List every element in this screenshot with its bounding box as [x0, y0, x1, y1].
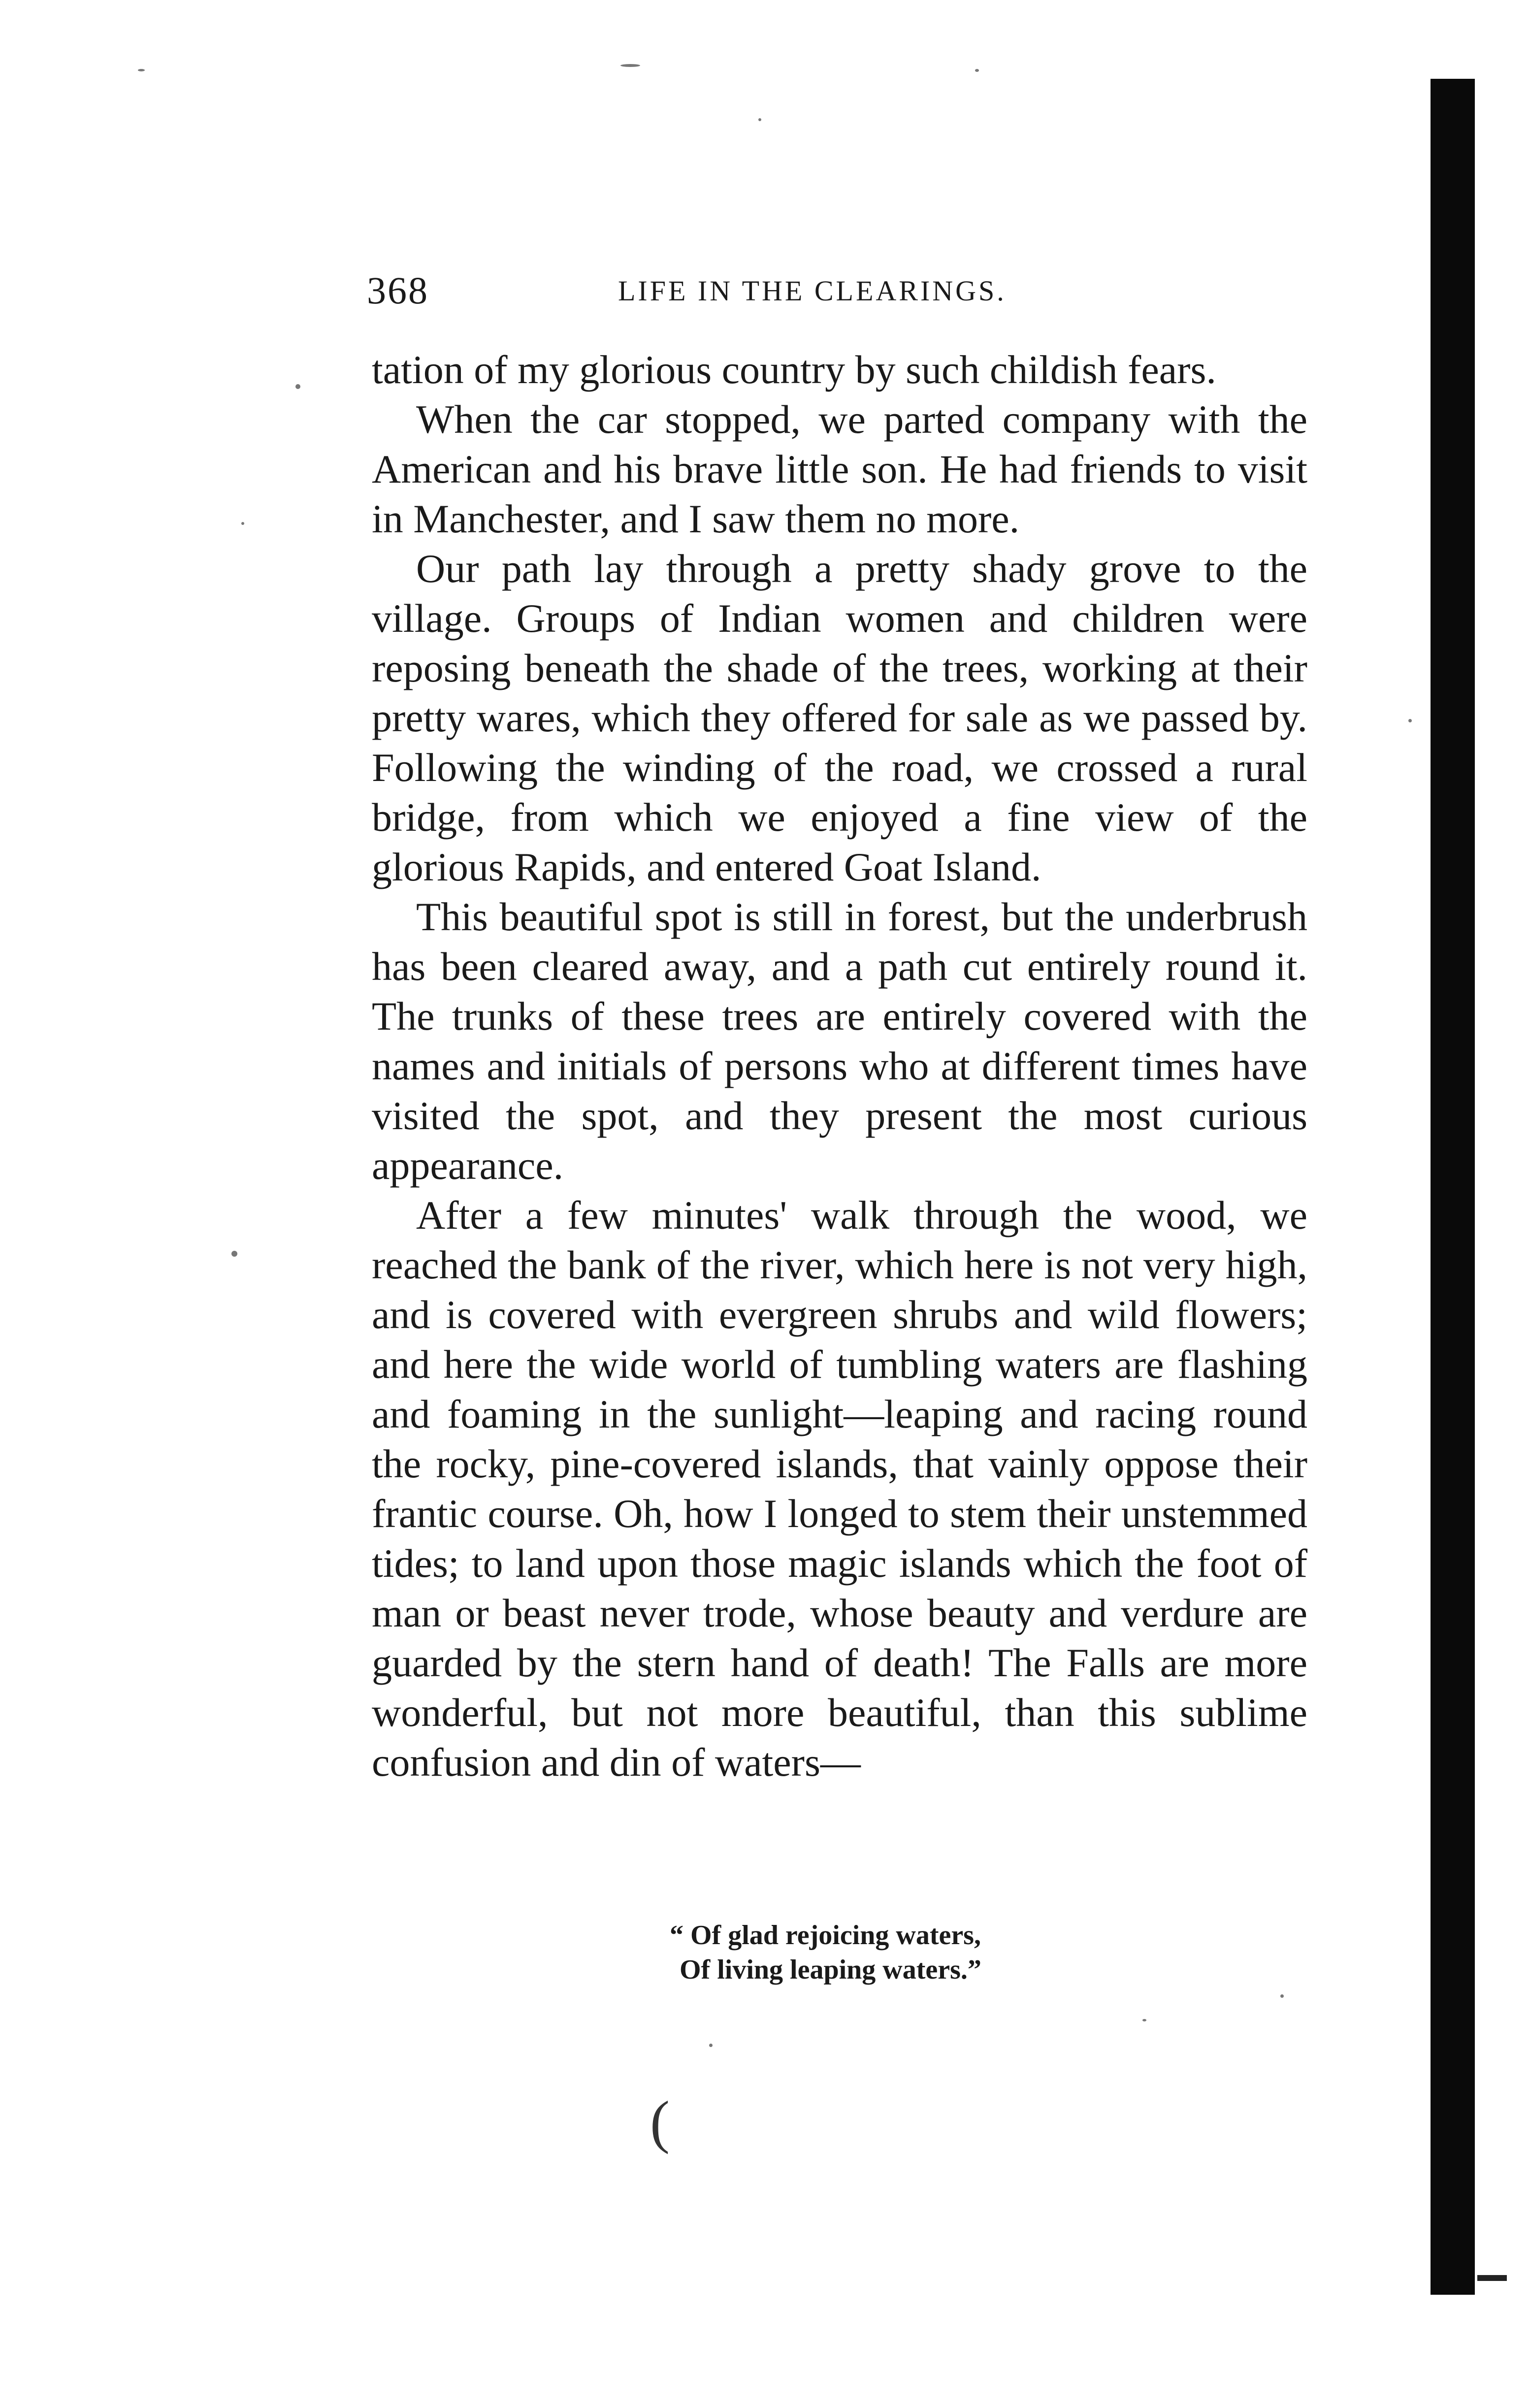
verse-quote	[670, 1918, 981, 1987]
paragraph: This beautiful spot is still in forest, but the underbrush has been cleared away, and a path cut entirely round it. The trunks of these trees are entirely covered with the names and initials of persons who at different times have visited the spot, and they present the most curious appearance.	[372, 894, 1307, 1188]
page-header	[367, 268, 1051, 313]
paragraph: When the car stopped, we parted company with the American and his brave little son. He had friends to visit in Manchester, and I saw them no more.	[372, 397, 1307, 541]
verse-line-1: “ Of glad rejoicing waters,	[670, 1920, 981, 1951]
paragraph: tation of my glorious country by such childish fears.	[372, 347, 1216, 392]
scan-edge-tail	[1477, 2275, 1507, 2281]
paragraph: After a few minutes' walk through the wood, we reached the bank of the river, which here is not very high, and is covered with evergreen shrubs and wild flowers; and here the wide world of tumbling waters are flashing and foaming in the sunlight—leaping and racing round the rocky, pine-covered islands, that vainly oppose their frantic course. Oh, how I longed to stem their unstemmed tides; to land upon those magic islands which the foot of man or beast never trode, whose beauty and verdure are guarded by the stern hand of death! The Falls are more wonderful, but not more beautiful, than this sublime confusion and din of waters—	[372, 1193, 1307, 1785]
scan-edge-shadow	[1431, 79, 1475, 2295]
page-number: 368	[367, 269, 429, 312]
paragraph: Our path lay through a pretty shady grove to the village. Groups of Indian women and children were reposing beneath the shade of the trees, working at their pretty wares, which they offered for sale as we passed by. Following the winding of the road, we crossed a rural bridge, from which we enjoyed a fine view of the glorious Rapids, and entered Goat Island.	[372, 546, 1307, 889]
verse-line-2: Of living leaping waters.”	[680, 1954, 981, 1985]
bracket-mark: (	[650, 2089, 670, 2154]
running-head: LIFE IN THE CLEARINGS.	[618, 275, 1007, 307]
body-text	[372, 345, 1307, 1787]
